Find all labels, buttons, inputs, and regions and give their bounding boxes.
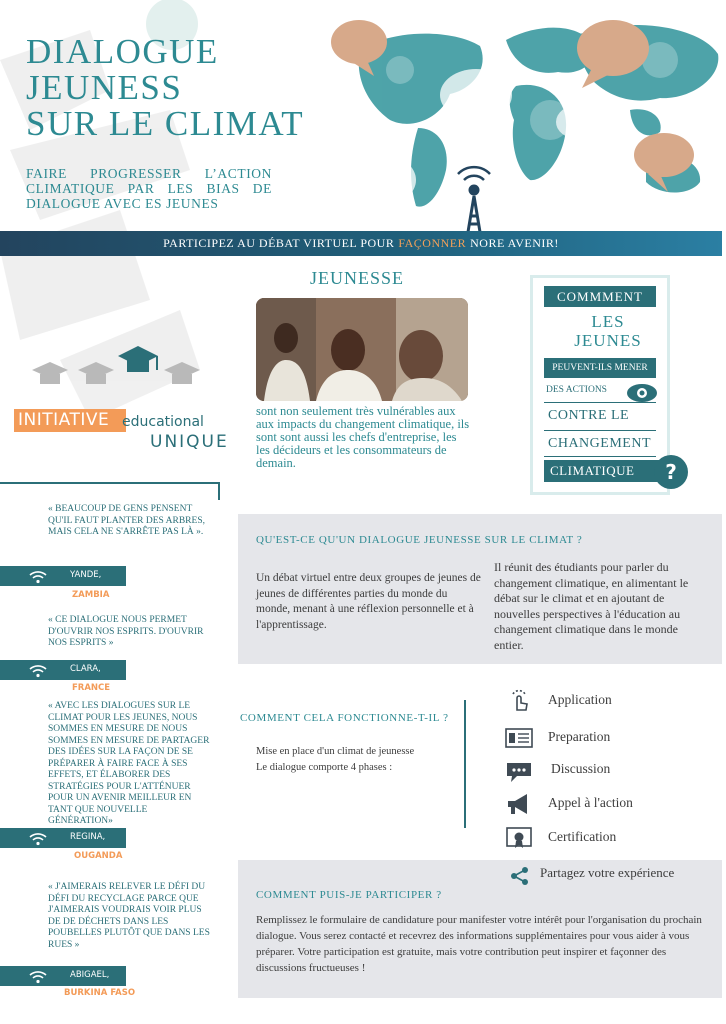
testimonial-author: CLARA, [70, 664, 101, 674]
testimonial-name-bar [0, 566, 126, 586]
title-line-3: SUR LE CLIMAT [26, 104, 305, 143]
students-photo [256, 298, 468, 401]
testimonial-quote: « CE DIALOGUE NOUS PERMET D'OUVRIR NOS ESPRITS. D'OUVRIR NOS ESPRITS » [48, 615, 204, 648]
wifi-icon [28, 832, 48, 846]
card-divider [544, 430, 656, 431]
wifi-icon [28, 664, 48, 678]
steps-divider [464, 700, 466, 828]
testimonial-name-bar [0, 828, 126, 848]
graduation-caps-icon [30, 344, 210, 398]
testimonial-divider [0, 482, 220, 484]
testimonial-author: ABIGAEL, [70, 970, 110, 980]
card-divider [544, 456, 656, 457]
wifi-icon [28, 970, 48, 984]
testimonial-author: REGINA, [70, 832, 106, 842]
testimonial-quote: « BEAUCOUP DE GENS PENSENT QU'IL FAUT PLANTER DES ARBRES, MAIS CELA NE S'ARRÊTE PAS LÀ ». [48, 504, 205, 537]
testimonial-divider [218, 482, 220, 500]
how-it-works-line-1: Mise en place d'un climat de jeunesse [256, 746, 415, 757]
testimonial-name-bar [0, 660, 126, 680]
step-preparation: Preparation [548, 729, 611, 744]
step-certification: Certification [548, 829, 617, 844]
participate-text: Remplissez le formulaire de candidature pour manifester votre intérêt pour l'organisation du prochain dialogue. Vous serez contacté et recevrez des informations supplémentaires pour vous aider à vous préparer. Votre participation est gratuite, mais votre contribution peut inspirer et façonner des discussions fructueuses ! [256, 914, 702, 974]
testimonial-quote: « J'AIMERAIS RELEVER LE DÉFI DU DÉFI DU RECYCLAGE PARCE QUE J'AIMERAIS VOUDRAIS VOIR PLUS DE DE DÉCHETS DANS LES POUBELLES PLUTÔT QUE DANS LES RUES » [48, 882, 210, 950]
what-is-heading: QU'EST-CE QU'UN DIALOGUE JEUNESSE SUR LE CLIMAT ? [256, 534, 583, 546]
participate-heading: COMMENT PUIS-JE PARTICIPER ? [256, 889, 442, 901]
antenna-tower-icon [458, 167, 490, 232]
form-icon [505, 726, 533, 750]
tap-icon [505, 688, 533, 712]
testimonial-author: YANDE, [70, 570, 102, 580]
step-call-to-action: Appel à l'action [548, 795, 633, 810]
step-application: Application [548, 692, 612, 707]
card-line-peuvent: PEUVENT-ILS MENER [544, 358, 656, 378]
subtitle: FAIRE PROGRESSER L’ACTION CLIMATIQUE PAR LES BIAS DE DIALOGUE AVEC ES JEUNES [26, 166, 272, 211]
what-is-left-text: Un débat virtuel entre deux groupes de jeunes de jeunes de différentes parties du monde du monde, menant à une réflexion personnelle et à l'apprentissage. [256, 572, 481, 631]
card-line-comment: COMMMENT [544, 286, 656, 307]
card-line-changement: CHANGEMENT [548, 436, 651, 451]
card-line-des-actions: DES ACTIONS [546, 385, 607, 395]
question-mark-icon: ? [654, 455, 688, 489]
card-line-jeunes: JEUNES [574, 331, 642, 350]
title-line-2: JEUNESS [26, 68, 183, 107]
chat-icon [505, 760, 533, 784]
card-divider [544, 402, 656, 403]
testimonial-country: FRANCE [72, 683, 111, 693]
card-line-les-jeunes [548, 312, 668, 350]
call-to-action-banner [0, 231, 722, 256]
step-discussion: Discussion [551, 761, 611, 776]
how-it-works-line-2: Le dialogue comporte 4 phases : [256, 762, 393, 773]
share-experience-link[interactable]: Partagez votre expérience [540, 865, 675, 880]
card-line-climatique: CLIMATIQUE [544, 460, 660, 482]
unique-word: UNIQUE [150, 432, 229, 452]
testimonial-country: BURKINA FASO [64, 988, 136, 998]
banner-text-after: NORE AVENIR! [470, 236, 559, 250]
educational-word: educational [122, 414, 204, 430]
card-line-les: LES [591, 312, 625, 331]
card-line-contre: CONTRE LE [548, 408, 630, 423]
title-line-1: DIALOGUE [26, 32, 219, 71]
banner-highlight: FAÇONNER [398, 236, 467, 250]
testimonial-quote: « AVEC LES DIALOGUES SUR LE CLIMAT POUR LES JEUNES, NOUS SOMMES EN MESURE DE NOUS SOMMES EN MESURE DE PARTAGER DES IDÉES SUR LA FAÇON DE SE PRÉPARER À FAIRE FACE À SES EFFETS, ET ÉLABORER DES STRATÉGIES POUR L'ATTÉNUER POUR UN AVENIR MEILLEUR EN TANT QUE NOUVELLE GÉNÉRATION» [48, 701, 210, 826]
certificate-icon [505, 826, 533, 850]
initiative-word: INITIATIVE [14, 409, 126, 432]
page-title [26, 34, 346, 142]
wifi-icon [28, 570, 48, 584]
jeunesse-description: sont non seulement très vulnérables aux aux impacts du changement climatique, ils sont sont aussi les chefs d'entreprise, les les décideurs et les consommateurs de demain. [256, 404, 470, 470]
share-icon[interactable] [510, 866, 530, 886]
testimonial-country: OUGANDA [74, 851, 123, 861]
jeunesse-heading: JEUNESSE [309, 268, 404, 288]
what-is-right-text: Il réunit des étudiants pour parler du changement climatique, en alimentant le débat sur le climat et en ajoutant de nouvelles perspectives à l'éducation au changement climatique dans le monde entier. [494, 560, 689, 652]
world-map-illustration [330, 10, 726, 235]
how-it-works-heading: COMMENT CELA FONCTIONNE-T-IL ? [240, 712, 449, 724]
testimonial-country: ZAMBIA [72, 590, 110, 600]
eye-icon [626, 382, 658, 404]
banner-text-before: PARTICIPEZ AU DÉBAT VIRTUEL POUR [163, 236, 395, 250]
megaphone-icon [505, 792, 533, 816]
